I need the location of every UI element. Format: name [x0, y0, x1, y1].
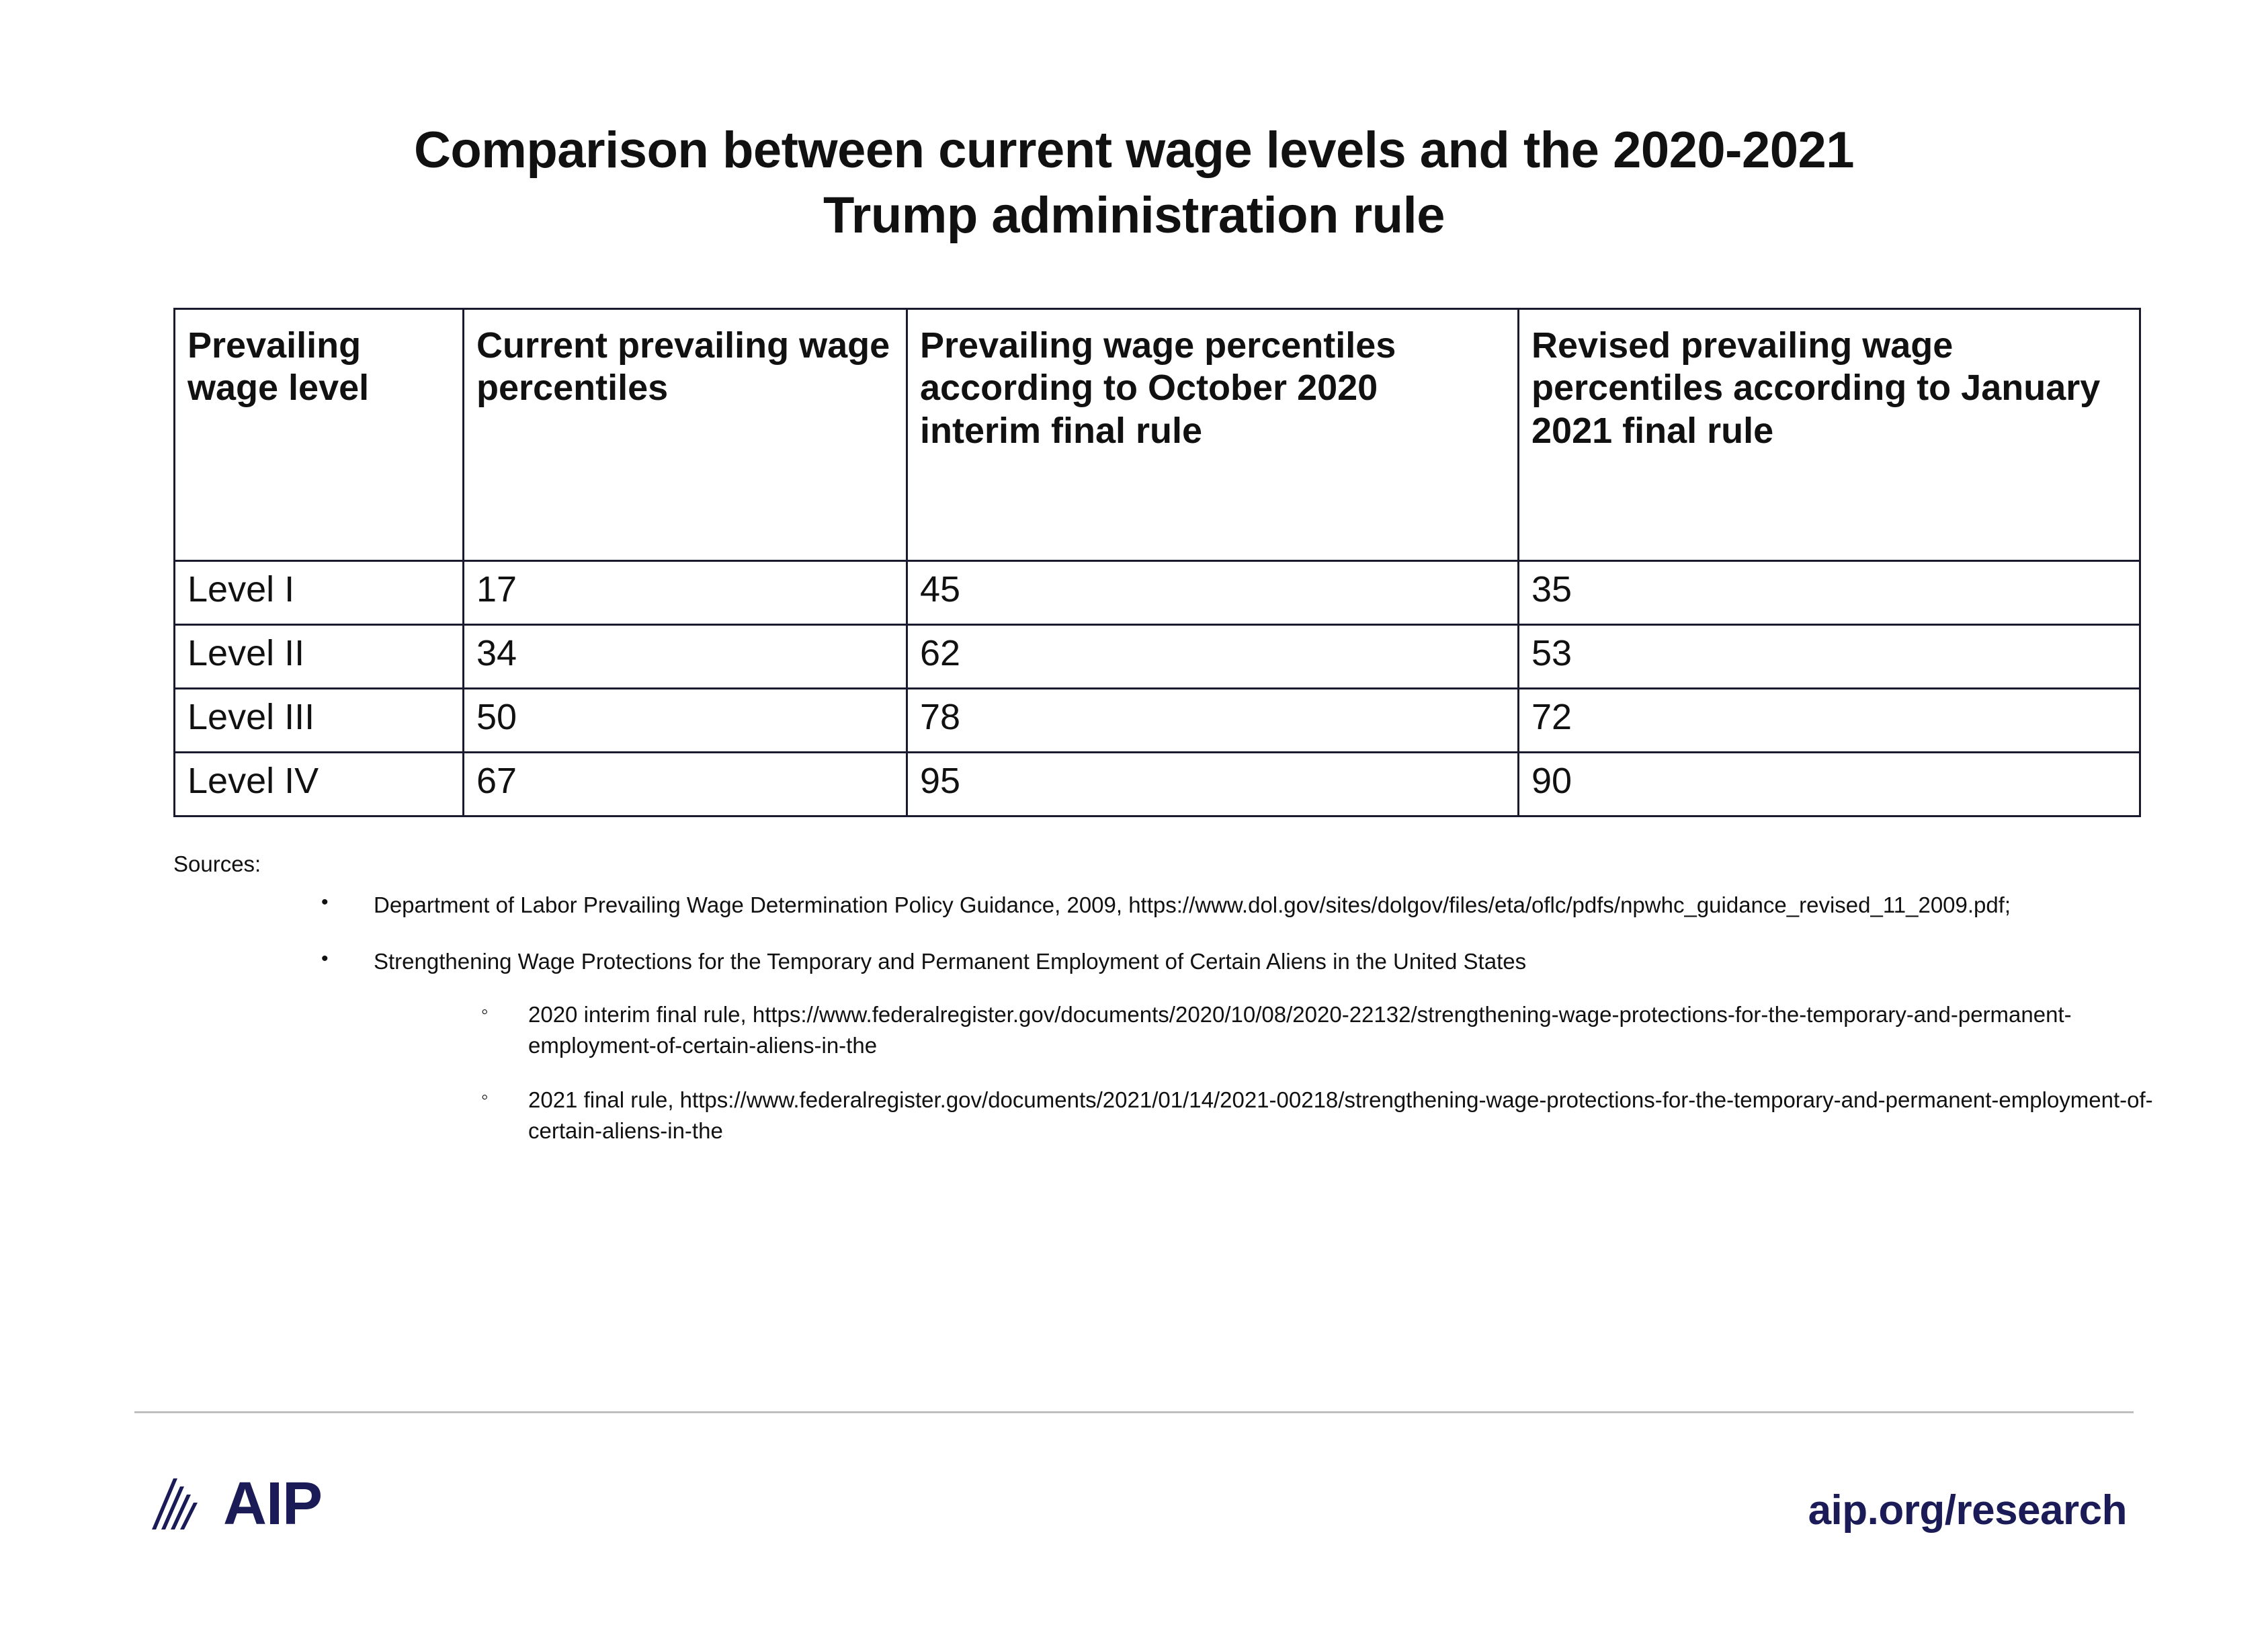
- wage-table-container: [173, 308, 2134, 817]
- source-item-text: Department of Labor Prevailing Wage Determination Policy Guidance, 2009, https://www.dol.gov/sites/dolgov/files/eta/oflc/pdfs/npwhc_guidance_revised_11_2009.pdf;: [374, 892, 2011, 918]
- sources-list: [173, 890, 2156, 1146]
- cell-january-2021: 35: [1519, 560, 2140, 624]
- aip-logo: [146, 1472, 322, 1536]
- page-title-line-1: Comparison between current wage levels and the 2020-2021: [413, 122, 1855, 179]
- source-subitem: [481, 999, 2156, 1060]
- table-row: [175, 560, 2140, 624]
- cell-current: 67: [464, 752, 907, 816]
- source-item: [321, 890, 2156, 921]
- cell-level: Level I: [175, 560, 464, 624]
- sources-section: [173, 849, 2156, 1146]
- source-subitem-text: 2020 interim final rule, https://www.federalregister.gov/documents/2020/10/08/2020-22132/strengthening-wage-protections-for-the-temporary-and-permanent-employment-of-certain-aliens-in-the: [528, 1002, 2072, 1058]
- cell-october-2020: 62: [907, 624, 1519, 688]
- footer-link[interactable]: aip.org/research: [1808, 1487, 2127, 1534]
- cell-current: 17: [464, 560, 907, 624]
- aip-logo-icon: [146, 1472, 211, 1536]
- cell-october-2020: 78: [907, 688, 1519, 752]
- aip-logo-text: AIP: [223, 1470, 323, 1538]
- footer-divider: [134, 1411, 2134, 1413]
- page-title: [0, 0, 2268, 249]
- table-row: [175, 624, 2140, 688]
- cell-level: Level III: [175, 688, 464, 752]
- cell-october-2020: 45: [907, 560, 1519, 624]
- footer: [0, 1452, 2268, 1586]
- column-header-october-2020: Prevailing wage percentiles according to October 2020 interim final rule: [907, 308, 1519, 560]
- source-sublist: [374, 999, 2156, 1146]
- cell-january-2021: 90: [1519, 752, 2140, 816]
- cell-january-2021: 72: [1519, 688, 2140, 752]
- cell-current: 50: [464, 688, 907, 752]
- cell-level: Level II: [175, 624, 464, 688]
- cell-current: 34: [464, 624, 907, 688]
- source-subitem-text: 2021 final rule, https://www.federalregister.gov/documents/2021/01/14/2021-00218/strengthening-wage-protections-for-the-temporary-and-permanent-employment-of-certain-aliens-in-the: [528, 1087, 2153, 1143]
- wage-comparison-table: [173, 308, 2141, 817]
- source-item: [321, 946, 2156, 1146]
- source-subitem: [481, 1085, 2156, 1146]
- cell-level: Level IV: [175, 752, 464, 816]
- column-header-current: Current prevailing wage percentiles: [464, 308, 907, 560]
- column-header-january-2021: Revised prevailing wage percentiles according to January 2021 final rule: [1519, 308, 2140, 560]
- cell-january-2021: 53: [1519, 624, 2140, 688]
- table-row: [175, 752, 2140, 816]
- sources-label: Sources:: [173, 851, 261, 876]
- cell-october-2020: 95: [907, 752, 1519, 816]
- page-title-line-2: Trump administration rule: [823, 187, 1445, 245]
- column-header-level: Prevailing wage level: [175, 308, 464, 560]
- table-header-row: [175, 308, 2140, 560]
- source-item-text: Strengthening Wage Protections for the Temporary and Permanent Employment of Certain Aliens in the United States: [374, 948, 1527, 974]
- table-row: [175, 688, 2140, 752]
